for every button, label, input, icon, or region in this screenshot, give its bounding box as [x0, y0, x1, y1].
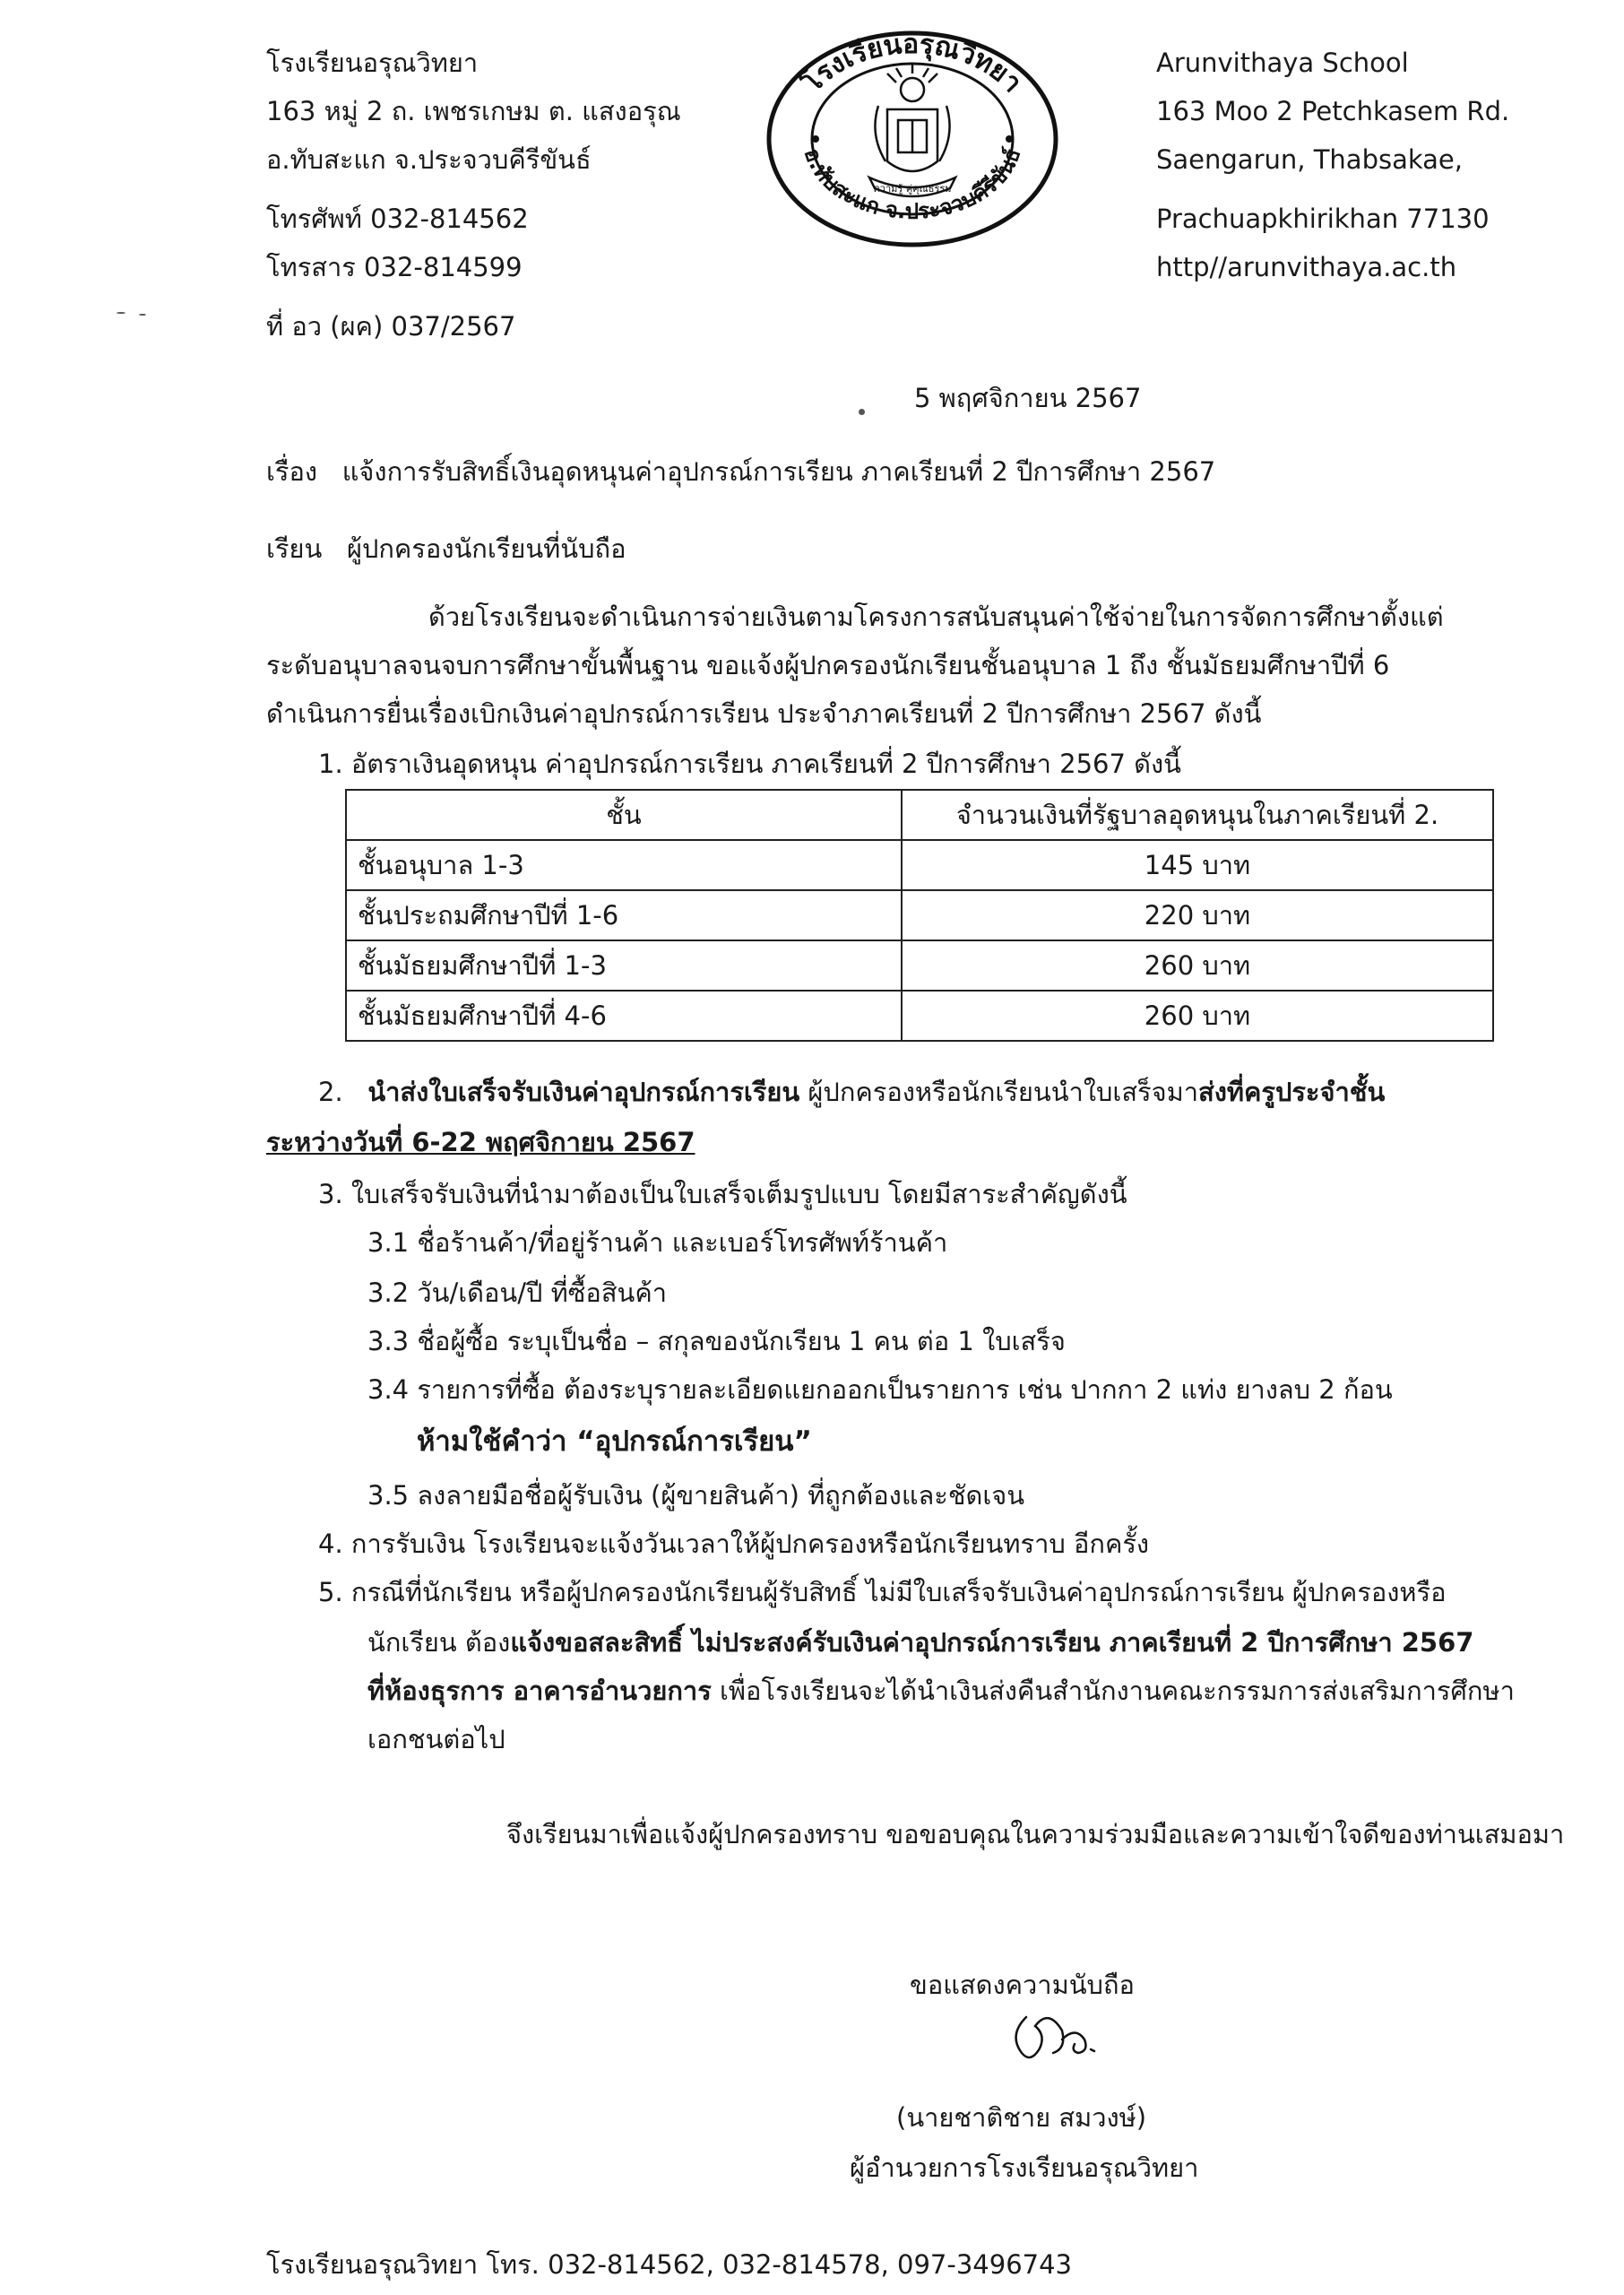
school-address-thai	[266, 47, 681, 299]
address-en-line-3: Prachuapkhirikhan 77130	[1156, 204, 1490, 234]
address-line-1: 163 หมู่ 2 ถ. เพชรเกษม ต. แสงอรุณ	[266, 96, 681, 126]
item-5-line-3	[367, 1675, 1515, 1709]
seal-ring-bottom-text: อ.ทับสะแก จ.ประจวบคีรีขันธ์	[799, 144, 1026, 224]
item-5-line-4: เอกชนต่อไป	[367, 1724, 505, 1754]
website: http//arunvithaya.ac.th	[1156, 252, 1457, 282]
item-2-number: 2.	[318, 1077, 343, 1107]
intro-line-3: ดำเนินการยื่นเรื่องเบิกเงินค่าอุปกรณ์การเรียน ประจำภาคเรียนที่ 2 ปีการศึกษา 2567 ดังนี้	[266, 698, 1262, 729]
item-2-destination: ส่งที่ครูประจำชั้น	[1198, 1077, 1386, 1107]
item-2-text: ผู้ปกครองหรือนักเรียนนำใบเสร็จมา	[799, 1077, 1198, 1107]
table-row	[346, 940, 1493, 991]
table-cell-amount: 260 บาท	[902, 991, 1493, 1041]
table-cell-grade: ชั้นมัธยมศึกษาปีที่ 4-6	[346, 991, 902, 1041]
column-header-grade: ชั้น	[346, 790, 902, 840]
table-cell-grade: ชั้นมัธยมศึกษาปีที่ 1-3	[346, 940, 902, 991]
signer-title: ผู้อำนวยการโรงเรียนอรุณวิทยา	[850, 2152, 1199, 2183]
salutation-text: ผู้ปกครองนักเรียนที่นับถือ	[346, 533, 626, 564]
item-4: 4. การรับเงิน โรงเรียนจะแจ้งวันเวลาให้ผู้ปกครองหรือนักเรียนทราบ อีกครั้ง	[318, 1529, 1150, 1559]
item-5-location: ที่ห้องธุรการ อาคารอำนวยการ	[367, 1676, 712, 1706]
subject-line	[266, 455, 1215, 489]
item-5-waiver: แจ้งขอสละสิทธิ์ ไม่ประสงค์รับเงินค่าอุปกรณ์การเรียน ภาคเรียนที่ 2 ปีการศึกษา 2567	[510, 1627, 1474, 1658]
item-3-3: 3.3 ชื่อผู้ซื้อ ระบุเป็นชื่อ – สกุลของนักเรียน 1 คน ต่อ 1 ใบเสร็จ	[367, 1326, 1066, 1356]
item-2-deadline: ระหว่างวันที่ 6-22 พฤศจิกายน 2567	[266, 1127, 695, 1157]
seal-ring-top-text: โรงเรียนอรุณวิทยา	[796, 28, 1028, 100]
signer-name: (นายชาติชาย สมวงษ์)	[896, 2102, 1147, 2133]
school-seal-icon	[762, 27, 1063, 251]
closing-sentence: จึงเรียนมาเพื่อแจ้งผู้ปกครองทราบ ขอขอบคุณในความร่วมมือและความเข้าใจดีของท่านเสมอมา	[506, 1819, 1565, 1849]
salutation-label: เรียน	[266, 533, 323, 564]
subsidy-rate-table	[345, 789, 1494, 1042]
subject-text: แจ้งการรับสิทธิ์เงินอุดหนุนค่าอุปกรณ์การเรียน ภาคเรียนที่ 2 ปีการศึกษา 2567	[341, 456, 1216, 487]
table-cell-amount: 220 บาท	[902, 890, 1493, 940]
table-row	[346, 840, 1493, 890]
item-5-text-b: เพื่อโรงเรียนจะได้นำเงินส่งคืนสำนักงานคณะกรรมการส่งเสริมการศึกษา	[711, 1676, 1515, 1706]
item-5-line-2	[367, 1626, 1473, 1660]
table-header-row	[346, 790, 1493, 840]
seal-ribbon-text: ความรู้ คู่คุณธรรม	[873, 183, 952, 195]
table-cell-grade: ชั้นอนุบาล 1-3	[346, 840, 902, 890]
intro-line-2: ระดับอนุบาลจนจบการศึกษาขั้นพื้นฐาน ขอแจ้งผู้ปกครองนักเรียนชั้นอนุบาล 1 ถึง ชั้นมัธยมศึกษาปีที่ 6	[266, 650, 1390, 680]
table-cell-grade: ชั้นประถมศึกษาปีที่ 1-6	[346, 890, 902, 940]
table-cell-amount: 260 บาท	[902, 940, 1493, 991]
item-3-5: 3.5 ลงลายมือชื่อผู้รับเงิน (ผู้ขายสินค้า) ที่ถูกต้องและชัดเจน	[367, 1480, 1025, 1511]
regards: ขอแสดงความนับถือ	[910, 1970, 1135, 2000]
item-2-heading: นำส่งใบเสร็จรับเงินค่าอุปกรณ์การเรียน	[367, 1077, 800, 1107]
item-3-2: 3.2 วัน/เดือน/ปี ที่ซื้อสินค้า	[367, 1277, 668, 1308]
table-cell-amount: 145 บาท	[902, 840, 1493, 890]
school-name-thai: โรงเรียนอรุณวิทยา	[266, 48, 479, 78]
item-2	[318, 1076, 1385, 1110]
address-line-2: อ.ทับสะแก จ.ประจวบคีรีขันธ์	[266, 144, 592, 175]
column-header-amount: จำนวนเงินที่รัฐบาลอุดหนุนในภาคเรียนที่ 2.	[902, 790, 1493, 840]
item-5-line-1: 5. กรณีที่นักเรียน หรือผู้ปกครองนักเรียนผู้รับสิทธิ์ ไม่มีใบเสร็จรับเงินค่าอุปกรณ์การเรียน ผู้ปกครองหรือ	[318, 1577, 1447, 1607]
item-1: 1. อัตราเงินอุดหนุน ค่าอุปกรณ์การเรียน ภาคเรียนที่ 2 ปีการศึกษา 2567 ดังนี้	[318, 749, 1181, 779]
subject-label: เรื่อง	[266, 456, 318, 487]
address-en-line-1: 163 Moo 2 Petchkasem Rd.	[1156, 96, 1510, 126]
reference-number: ที่ อว (ผค) 037/2567	[266, 311, 516, 342]
fax-line: โทรสาร 032-814599	[266, 252, 523, 282]
item-3-1: 3.1 ชื่อร้านค้า/ที่อยู่ร้านค้า และเบอร์โทรศัพท์ร้านค้า	[367, 1227, 948, 1258]
item-5-text-a: นักเรียน ต้อง	[367, 1627, 511, 1658]
item-3: 3. ใบเสร็จรับเงินที่นำมาต้องเป็นใบเสร็จเต็มรูปแบบ โดยมีสาระสำคัญดังนี้	[318, 1179, 1127, 1209]
letter-date: 5 พฤศจิกายน 2567	[914, 383, 1142, 413]
phone-line: โทรศัพท์ 032-814562	[266, 204, 529, 234]
forbidden-wording-notice: ห้ามใช้คำว่า “อุปกรณ์การเรียน”	[417, 1425, 812, 1458]
intro-line-1: ด้วยโรงเรียนจะดำเนินการจ่ายเงินตามโครงการสนับสนุนค่าใช้จ่ายในการจัดการศึกษาตั้งแต่	[428, 602, 1444, 632]
school-name-english: Arunvithaya School	[1156, 48, 1409, 78]
salutation	[266, 533, 626, 567]
school-address-english	[1156, 47, 1509, 299]
table-row	[346, 991, 1493, 1041]
signature-icon	[999, 1999, 1125, 2071]
footer-contact: โรงเรียนอรุณวิทยา โทร. 032-814562, 032-814578, 097-3496743	[266, 2249, 1072, 2280]
item-3-4: 3.4 รายการที่ซื้อ ต้องระบุรายละเอียดแยกออกเป็นรายการ เช่น ปากกา 2 แท่ง ยางลบ 2 ก้อน	[367, 1374, 1393, 1405]
table-row	[346, 890, 1493, 940]
address-en-line-2: Saengarun, Thabsakae,	[1156, 144, 1463, 175]
